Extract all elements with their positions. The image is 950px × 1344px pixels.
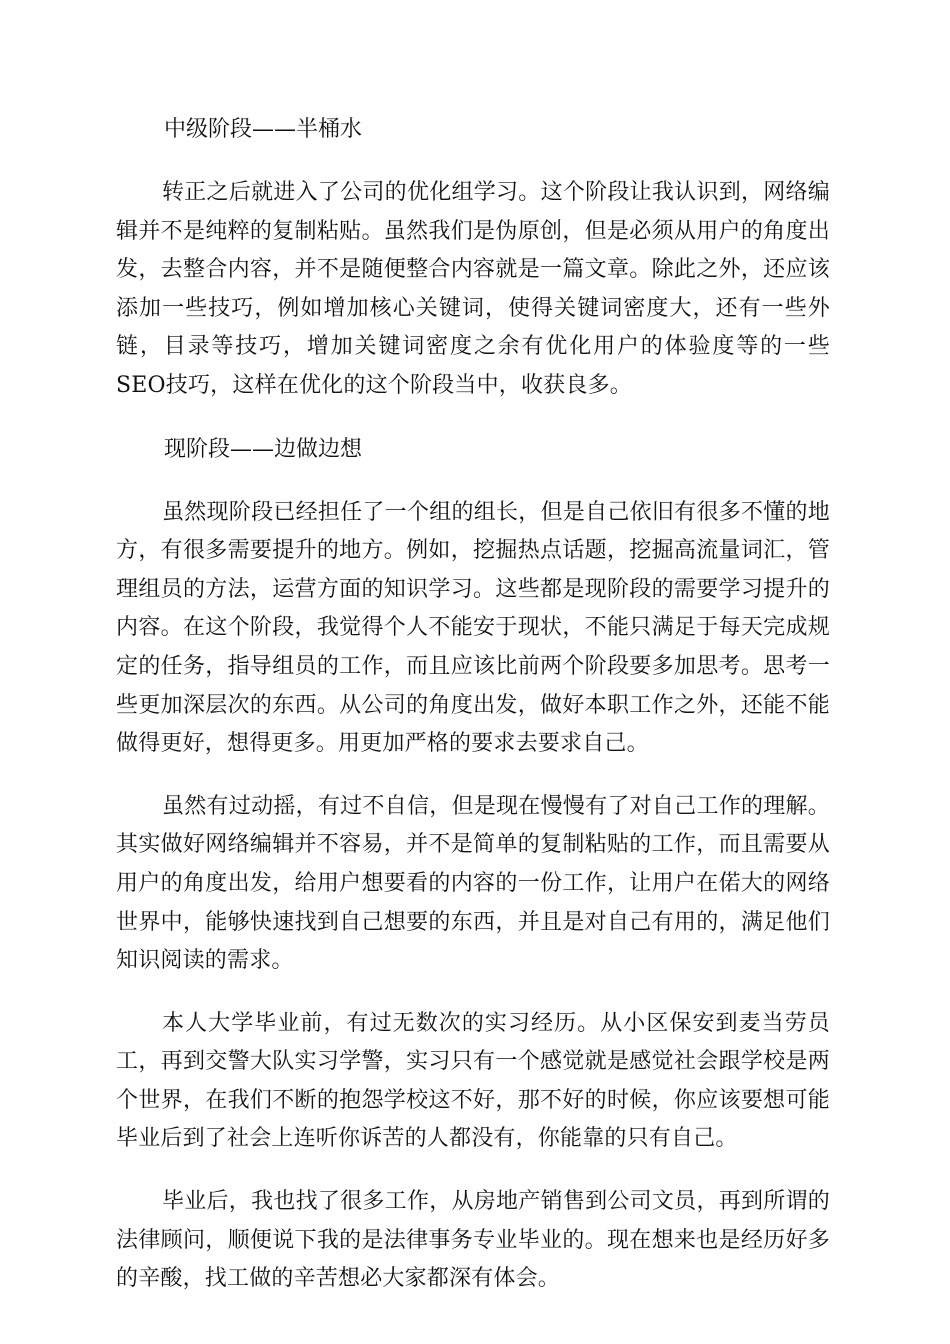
paragraph-after-graduation: 毕业后，我也找了很多工作，从房地产销售到公司文员，再到所谓的法律顾问，顺便说下我的是法律事务专业毕业的。现在想来也是经历好多的辛酸，找工做的辛苦想必大家都深有体会。 — [116, 1189, 830, 1292]
section-heading-current-stage: 现阶段——边做边想 — [164, 436, 363, 462]
paragraph-understanding-work: 虽然有过动摇，有过不自信，但是现在慢慢有了对自己工作的理解。其实做好网络编辑并不容易，并不是简单的复制粘贴的工作，而且需要从用户的角度出发，给用户想要看的内容的一份工作，让用户在偌大的网络世界中，能够快速找到自己想要的东西，并且是对自己有用的，满足他们知识阅读的需求。 — [116, 793, 830, 974]
section-heading-intermediate-stage: 中级阶段——半桶水 — [164, 117, 363, 142]
paragraph-internship-experience: 本人大学毕业前，有过无数次的实习经历。从小区保安到麦当劳员工，再到交警大队实习学警，实习只有一个感觉就是感觉社会跟学校是两个世界，在我们不断的抱怨学校这不好，那不好的时候，你应该要想可能毕业后到了社会上连听你诉苦的人都没有，你能靠的只有自己。 — [116, 1010, 830, 1152]
paragraph-team-leader: 虽然现阶段已经担任了一个组的组长，但是自己依旧有很多不懂的地方，有很多需要提升的地方。例如，挖掘热点话题，挖掘高流量词汇，管理组员的方法，运营方面的知识学习。这些都是现阶段的需要学习提升的内容。在这个阶段，我觉得个人不能安于现状，不能只满足于每天完成规定的任务，指导组员的工作，而且应该比前两个阶段要多加思考。思考一些更加深层次的东西。从公司的角度出发，做好本职工作之外，还能不能做得更好，想得更多。用更加严格的要求去要求自己。 — [116, 499, 830, 757]
paragraph-optimization-group: 转正之后就进入了公司的优化组学习。这个阶段让我认识到，网络编辑并不是纯粹的复制粘贴。虽然我们是伪原创，但是必须从用户的角度出发，去整合内容，并不是随便整合内容就是一篇文章。除此之外，还应该添加一些技巧，例如增加核心关键词，使得关键词密度大，还有一些外链，目录等技巧，增加关键词密度之余有优化用户的体验度等的一些SEO技巧，这样在优化的这个阶段当中，收获良多。 — [116, 180, 830, 398]
